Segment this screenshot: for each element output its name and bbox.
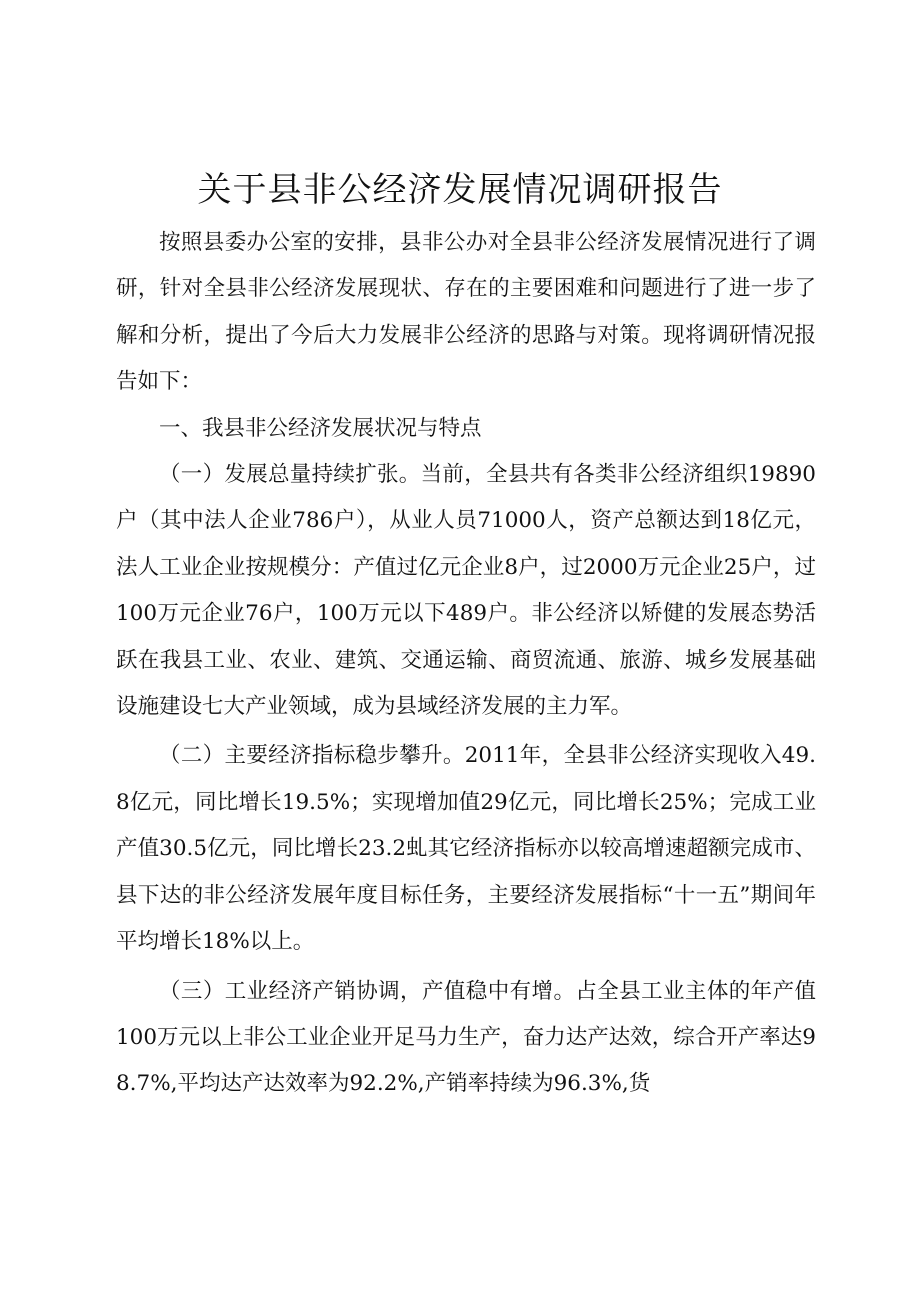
paragraph-section-1-1: （一）发展总量持续扩张。当前，全县共有各类非公经济组织19890户（其中法人企业786户），从业人员71000人，资产总额达到18亿元，法人工业企业按规模分：产值过亿元企业8户，过2000万元企业25户，过100万元企业76户，100万元以下489户。非公经济以矫健的发展态势活跃在我县工业、农业、建筑、交通运输、商贸流通、旅游、城乡发展基础设施建设七大产业领域，成为县域经济发展的主力军。 xyxy=(116,462,816,720)
paragraph-intro: 按照县委办公室的安排，县非公办对全县非公经济发展情况进行了调研，针对全县非公经济发展现状、存在的主要困难和问题进行了进一步了解和分析，提出了今后大力发展非公经济的思路与对策。现将调研情况报告如下： xyxy=(116,230,816,395)
document-title: 关于县非公经济发展情况调研报告 xyxy=(197,170,723,210)
paragraph-section-1-2: （二）主要经济指标稳步攀升。2011年，全县非公经济实现收入49.8亿元，同比增长19.5%；实现增加值29亿元，同比增长25%；完成工业产值30.5亿元，同比增长23.2虬其它经济指标亦以较高增速超额完成市、县下达的非公经济发展年度目标任务，主要经济发展指标“十一五”期间年平均增长18%以上。 xyxy=(116,743,816,955)
paragraph-section-1-3: （三）工业经济产销协调，产值稳中有增。占全县工业主体的年产值100万元以上非公工业企业开足马力生产，奋力达产达效，综合开产率达98.7%,平均达产达效率为92.2%,产销率持续为96.3%,货 xyxy=(116,978,816,1097)
section-heading-1: 一、我县非公经济发展状况与特点 xyxy=(159,415,482,441)
document-body xyxy=(116,220,816,1108)
